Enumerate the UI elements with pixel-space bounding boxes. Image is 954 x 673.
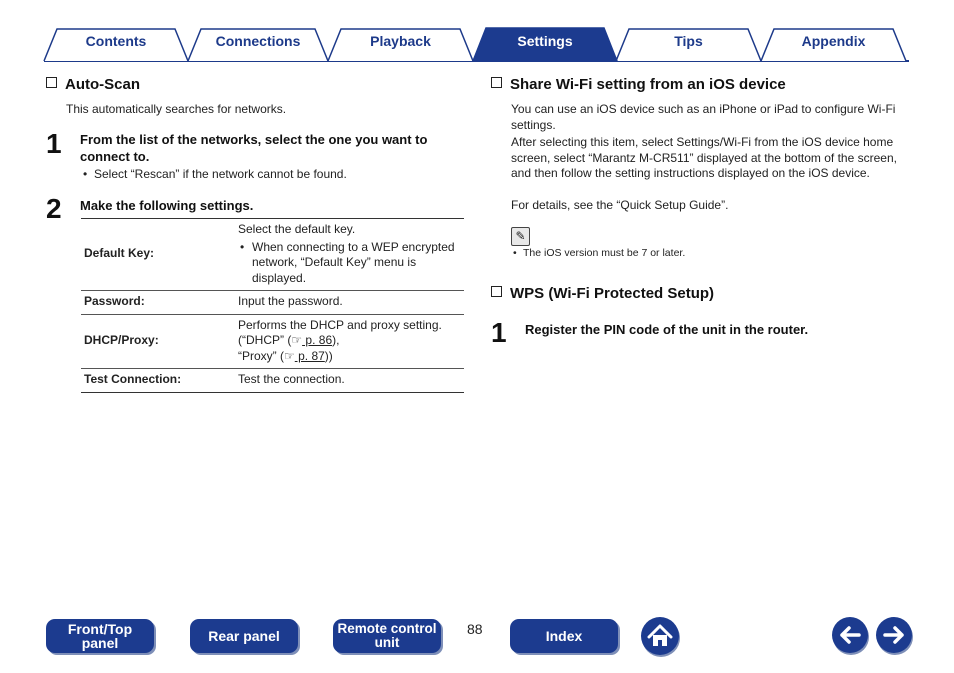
autoscan-title: Auto-Scan bbox=[65, 76, 140, 93]
button-label: Index bbox=[545, 628, 583, 644]
button-label: Front/Top panel bbox=[67, 621, 133, 651]
table-row bbox=[81, 291, 464, 315]
hand-pointer-icon: ☞ bbox=[291, 333, 303, 347]
setting-label: Password: bbox=[81, 291, 235, 315]
tab-appendix[interactable]: Appendix bbox=[801, 33, 866, 49]
setting-value-text: Performs the DHCP and proxy setting. bbox=[238, 317, 442, 332]
index-button[interactable] bbox=[510, 619, 618, 653]
share-paragraph: For details, see the “Quick Setup Guide”. bbox=[511, 198, 729, 212]
checkbox-bullet-icon bbox=[491, 286, 502, 297]
table-row bbox=[81, 369, 464, 393]
ref-text: )) bbox=[324, 348, 333, 363]
tab-contents[interactable]: Contents bbox=[85, 33, 147, 49]
arrow-left-icon bbox=[832, 617, 868, 653]
ref-text: ), bbox=[332, 333, 340, 347]
share-wifi-title: Share Wi-Fi setting from an iOS device bbox=[510, 76, 786, 93]
rear-panel-button[interactable] bbox=[190, 619, 298, 653]
previous-page-button[interactable] bbox=[832, 617, 868, 653]
tab-settings[interactable]: Settings bbox=[517, 33, 573, 49]
page-link-87[interactable]: p. 87 bbox=[294, 348, 325, 363]
tab-bar bbox=[0, 0, 954, 64]
tab-connections[interactable]: Connections bbox=[215, 33, 301, 49]
share-paragraph: After selecting this item, select Settings/Wi-Fi from the iOS device home screen, select “Marantz M-CR511” displayed at the bottom of the screen, and then follow the setting instructions displayed on the iOS device. bbox=[511, 135, 897, 180]
tab-playback[interactable]: Playback bbox=[370, 33, 431, 49]
checkbox-bullet-icon bbox=[491, 77, 502, 88]
settings-table bbox=[81, 218, 464, 393]
button-label: Remote control unit bbox=[337, 621, 437, 650]
tab-tips[interactable]: Tips bbox=[674, 33, 703, 49]
page-ref-line bbox=[238, 333, 461, 349]
page-link-86[interactable]: p. 86 bbox=[302, 333, 333, 347]
share-wifi-heading bbox=[491, 76, 786, 93]
arrow-right-icon bbox=[876, 617, 912, 653]
setting-label: Default Key: bbox=[81, 219, 235, 291]
step-number: 1 bbox=[491, 317, 507, 348]
setting-value bbox=[235, 314, 464, 369]
ref-text: (“DHCP” ( bbox=[238, 333, 292, 347]
table-row bbox=[81, 314, 464, 369]
note-text: • The iOS version must be 7 or later. bbox=[523, 247, 685, 259]
table-row bbox=[81, 219, 464, 291]
autoscan-heading bbox=[46, 76, 140, 93]
ref-text: “Proxy” ( bbox=[238, 348, 284, 363]
step-text: Register the PIN code of the unit in the router. bbox=[525, 322, 809, 337]
next-page-button[interactable] bbox=[876, 617, 912, 653]
step-number: 1 bbox=[46, 128, 62, 159]
step-number: 2 bbox=[46, 193, 62, 224]
page-number: 88 bbox=[467, 621, 483, 637]
remote-control-unit-button[interactable] bbox=[333, 619, 441, 653]
setting-value bbox=[235, 219, 464, 291]
setting-label: DHCP/Proxy: bbox=[81, 314, 235, 369]
tab-outline bbox=[0, 0, 954, 64]
checkbox-bullet-icon bbox=[46, 77, 57, 88]
autoscan-description: This automatically searches for networks. bbox=[66, 102, 287, 116]
setting-value-text: Select the default key. bbox=[238, 222, 356, 236]
setting-label: Test Connection: bbox=[81, 369, 235, 393]
pencil-note-icon: ✎ bbox=[511, 227, 530, 246]
share-paragraph: You can use an iOS device such as an iPhone or iPad to configure Wi-Fi settings. bbox=[511, 102, 896, 132]
setting-value: Input the password. bbox=[235, 291, 464, 315]
wps-heading bbox=[491, 285, 714, 302]
step-text: From the list of the networks, select the one you want to connect to. bbox=[80, 132, 428, 164]
setting-value: Test the connection. bbox=[235, 369, 464, 393]
setting-value-bullet: • When connecting to a WEP encrypted network, “Default Key” menu is displayed. bbox=[238, 240, 461, 287]
page-ref-line bbox=[238, 349, 461, 365]
wps-title: WPS (Wi-Fi Protected Setup) bbox=[510, 285, 715, 302]
home-icon bbox=[641, 617, 679, 655]
front-top-panel-button[interactable] bbox=[46, 619, 154, 653]
step-text: Make the following settings. bbox=[80, 198, 254, 213]
hand-pointer-icon: ☞ bbox=[284, 348, 295, 363]
button-label: Rear panel bbox=[208, 628, 280, 644]
step-bullet: • Select “Rescan” if the network cannot be found. bbox=[94, 167, 347, 182]
home-button[interactable] bbox=[641, 617, 679, 655]
